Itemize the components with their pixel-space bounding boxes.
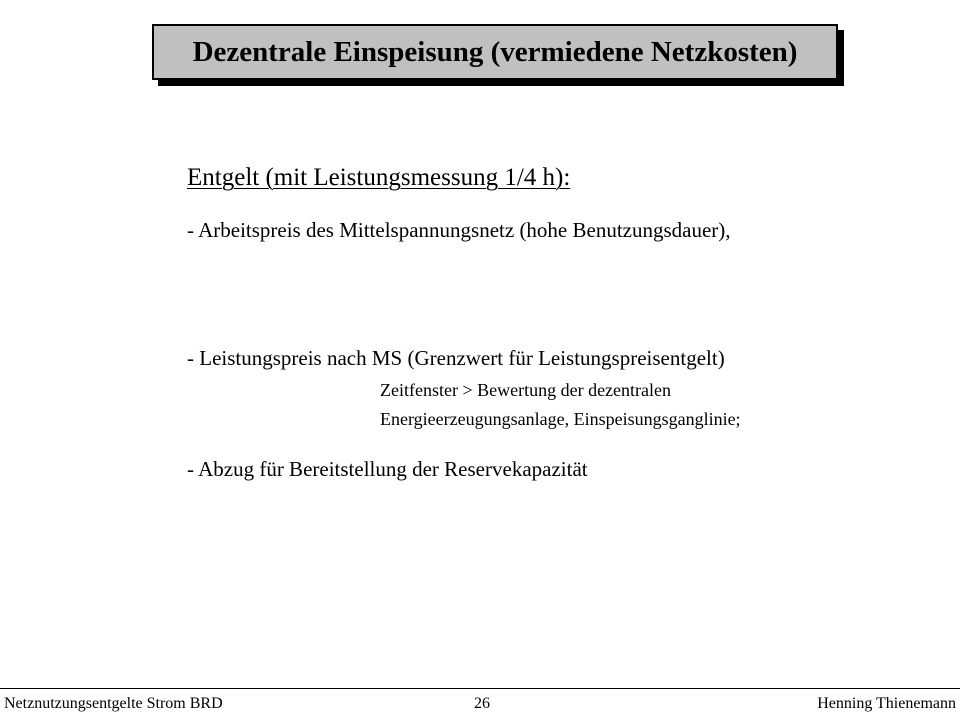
page-number: 26 [474, 695, 490, 712]
title-box [152, 24, 838, 80]
sub-line-energieerzeugungsanlage: Energieerzeugungsanlage, Einspeisungsganglinie; [380, 409, 741, 429]
section-heading: Entgelt (mit Leistungsmessung 1/4 h): [187, 164, 571, 191]
footer-author: Henning Thienemann [817, 695, 956, 712]
bullet-abzug: - Abzug für Bereitstellung der Reservekapazität [187, 457, 588, 481]
slide-title: Dezentrale Einspeisung (vermiedene Netzkosten) [192, 35, 798, 68]
sub-line-zeitfenster: Zeitfenster > Bewertung der dezentralen [380, 380, 672, 400]
footer-divider [0, 688, 960, 689]
bullet-arbeitspreis: - Arbeitspreis des Mittelspannungsnetz (hohe Benutzungsdauer), [187, 218, 731, 242]
bullet-leistungspreis: - Leistungspreis nach MS (Grenzwert für Leistungspreisentgelt) [187, 346, 725, 370]
footer-left-text: Netznutzungsentgelte Strom BRD [4, 695, 223, 712]
